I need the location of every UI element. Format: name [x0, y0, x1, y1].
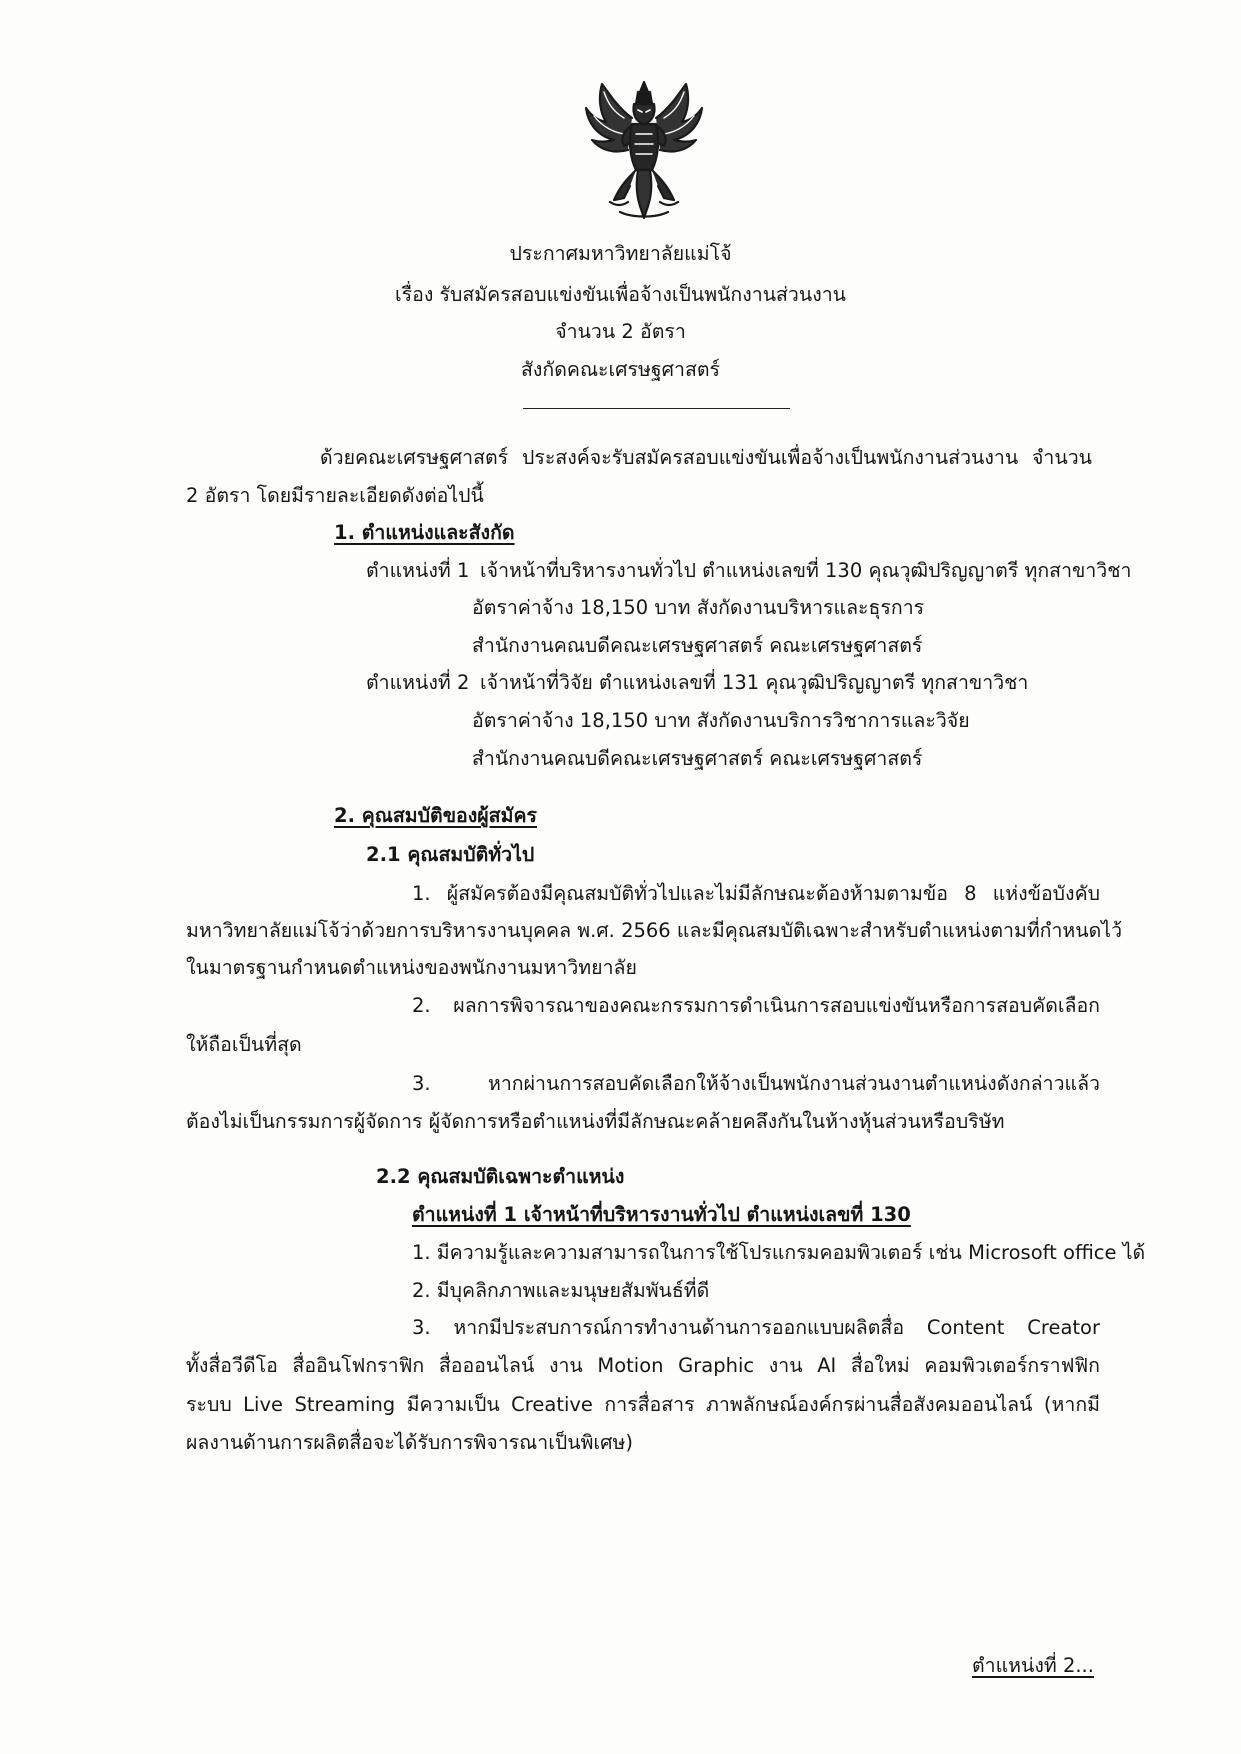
header-divider [523, 408, 790, 409]
position-2-line-3: สำนักงานคณบดีคณะเศรษฐศาสตร์ คณะเศรษฐศาสตร์ [472, 747, 923, 770]
announcement-subject: เรื่อง รับสมัครสอบแข่งขันเพื่อจ้างเป็นพนักงานส่วนงาน [394, 283, 847, 306]
position-1-line-1: เจ้าหน้าที่บริหารงานทั่วไป ตำแหน่งเลขที่ 130 คุณวุฒิปริญญาตรี ทุกสาขาวิชา [480, 559, 1132, 582]
position-2-label: ตำแหน่งที่ 2 [366, 671, 470, 694]
position-1-label: ตำแหน่งที่ 1 [366, 559, 470, 582]
announcement-affiliation: สังกัดคณะเศรษฐศาสตร์ [521, 358, 720, 381]
specific-item-3-line-2: ทั้งสื่อวีดีโอ สื่ออินโฟกราฟิก สื่อออนไลน์ งาน Motion Graphic งาน AI สื่อใหม่ คอมพิวเตอร์กราฟฟิก [186, 1354, 1100, 1377]
general-item-1-line-2: มหาวิทยาลัยแม่โจ้ว่าด้วยการบริหารงานบุคคล พ.ศ. 2566 และมีคุณสมบัติเฉพาะสำหรับตำแหน่งตามที่กำหนดไว้ [186, 919, 1123, 942]
announcement-title: ประกาศมหาวิทยาลัยแม่โจ้ [509, 242, 732, 265]
general-item-1-line-3: ในมาตรฐานกำหนดตำแหน่งของพนักงานมหาวิทยาลัย [186, 956, 637, 979]
position-1-line-2: อัตราค่าจ้าง 18,150 บาท สังกัดงานบริหารและธุรการ [472, 596, 925, 619]
section-2-heading: 2. คุณสมบัติของผู้สมัคร [334, 804, 537, 827]
general-item-2-line-2: ให้ถือเป็นที่สุด [186, 1033, 302, 1056]
position-2-line-1: เจ้าหน้าที่วิจัย ตำแหน่งเลขที่ 131 คุณวุฒิปริญญาตรี ทุกสาขาวิชา [480, 671, 1029, 694]
specific-item-3-line-1: 3. หากมีประสบการณ์การทำงานด้านการออกแบบผลิตสื่อ Content Creator [412, 1316, 1100, 1339]
intro-line-2: 2 อัตรา โดยมีรายละเอียดดังต่อไปนี้ [186, 484, 484, 507]
general-item-3-line-2: ต้องไม่เป็นกรรมการผู้จัดการ ผู้จัดการหรือตำแหน่งที่มีลักษณะคล้ายคลึงกันในห้างหุ้นส่วนหรือบริษัท [186, 1110, 1005, 1133]
specific-item-2: 2. มีบุคลิกภาพและมนุษยสัมพันธ์ที่ดี [412, 1279, 710, 1302]
position-2-line-2: อัตราค่าจ้าง 18,150 บาท สังกัดงานบริการวิชาการและวิจัย [472, 709, 970, 732]
specific-item-1: 1. มีความรู้และความสามารถในการใช้โปรแกรมคอมพิวเตอร์ เช่น Microsoft office ได้ [412, 1241, 1146, 1264]
general-item-2-line-1: 2. ผลการพิจารณาของคณะกรรมการดำเนินการสอบแข่งขันหรือการสอบคัดเลือก [412, 994, 1100, 1017]
garuda-emblem [580, 78, 708, 228]
section-1-heading: 1. ตำแหน่งและสังกัด [334, 521, 515, 544]
specific-item-3-line-3: ระบบ Live Streaming มีความเป็น Creative การสื่อสาร ภาพลักษณ์องค์กรผ่านสื่อสังคมออนไลน์ (หากมี [186, 1393, 1100, 1416]
intro-line-1: ด้วยคณะเศรษฐศาสตร์ ประสงค์จะรับสมัครสอบแข่งขันเพื่อจ้างเป็นพนักงานส่วนงาน จำนวน [320, 446, 1092, 469]
continuation-marker: ตำแหน่งที่ 2... [972, 1654, 1094, 1677]
general-item-1-line-1: 1. ผู้สมัครต้องมีคุณสมบัติทั่วไปและไม่มีลักษณะต้องห้ามตามข้อ 8 แห่งข้อบังคับ [412, 882, 1100, 905]
position-1-requirements-heading: ตำแหน่งที่ 1 เจ้าหน้าที่บริหารงานทั่วไป ตำแหน่งเลขที่ 130 [412, 1203, 911, 1226]
general-item-3-line-1: 3. หากผ่านการสอบคัดเลือกให้จ้างเป็นพนักงานส่วนงานตำแหน่งดังกล่าวแล้ว [412, 1072, 1100, 1095]
section-2-1-heading: 2.1 คุณสมบัติทั่วไป [366, 843, 535, 866]
position-1-line-3: สำนักงานคณบดีคณะเศรษฐศาสตร์ คณะเศรษฐศาสตร์ [472, 634, 923, 657]
announcement-count: จำนวน 2 อัตรา [555, 320, 686, 343]
section-2-2-heading: 2.2 คุณสมบัติเฉพาะตำแหน่ง [376, 1165, 625, 1188]
specific-item-3-line-4: ผลงานด้านการผลิตสื่อจะได้รับการพิจารณาเป็นพิเศษ) [186, 1431, 633, 1454]
